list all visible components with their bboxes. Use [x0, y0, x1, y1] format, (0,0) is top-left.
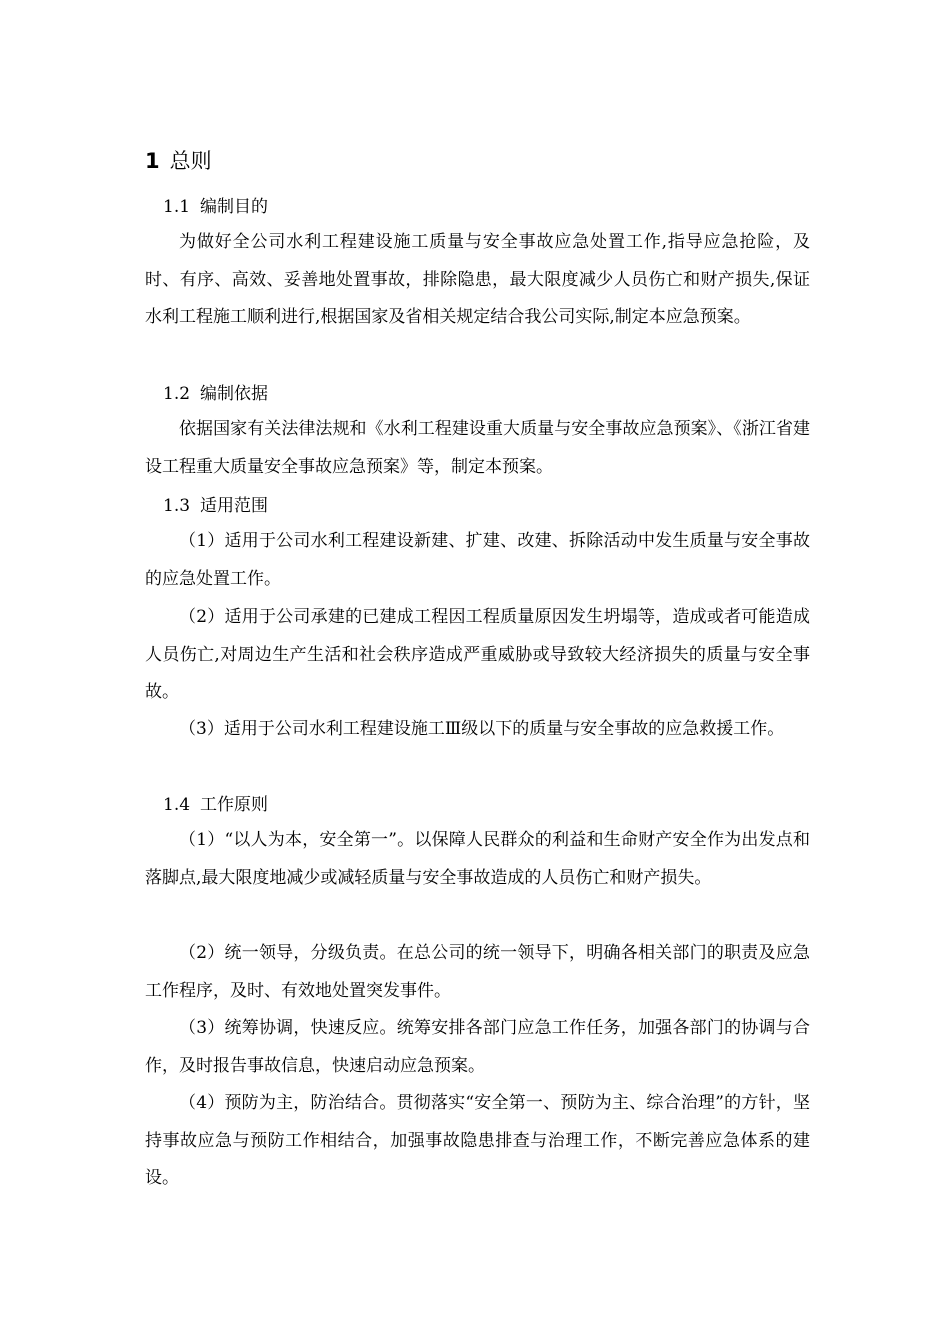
section-number: 1.2	[163, 384, 191, 404]
section-number: 1.1	[163, 197, 191, 217]
chapter-title: 总则	[169, 149, 212, 173]
section-heading-1-3	[163, 494, 268, 518]
paragraph-basis: 依据国家有关法律法规和《水利工程建设重大质量与安全事故应急预案》、《浙江省建设工程重大质量安全事故应急预案》等，制定本预案。	[145, 419, 810, 477]
paragraph-principle-1: （1）“以人为本，安全第一”。以保障人民群众的利益和生命财产安全作为出发点和落脚点,最大限度地减少或减轻质量与安全事故造成的人员伤亡和财产损失。	[145, 830, 810, 888]
paragraph-purpose: 为做好全公司水利工程建设施工质量与安全事故应急处置工作,指导应急抢险，及时、有序、高效、妥善地处置事故，排除隐患，最大限度减少人员伤亡和财产损失,保证水利工程施工顺利进行,根据国家及省相关规定结合我公司实际,制定本应急预案。	[145, 232, 810, 327]
paragraph-scope-1: （1）适用于公司水利工程建设新建、扩建、改建、拆除活动中发生质量与安全事故的应急处置工作。	[145, 531, 810, 589]
section-heading-1-1	[163, 195, 268, 219]
section-title: 工作原则	[200, 795, 269, 815]
paragraph-scope-3: （3）适用于公司水利工程建设施工Ⅲ级以下的质量与安全事故的应急救援工作。	[179, 719, 785, 739]
section-title: 适用范围	[200, 496, 269, 516]
chapter-heading	[145, 146, 212, 176]
paragraph-principle-3: （3）统筹协调，快速反应。统筹安排各部门应急工作任务，加强各部门的协调与合作，及时报告事故信息，快速启动应急预案。	[145, 1018, 810, 1076]
section-number: 1.4	[163, 795, 191, 815]
section-title: 编制依据	[200, 384, 269, 404]
section-heading-1-2	[163, 382, 268, 406]
paragraph-principle-4: （4）预防为主，防治结合。贯彻落实“安全第一、预防为主、综合治理”的方针，坚持事故应急与预防工作相结合，加强事故隐患排查与治理工作，不断完善应急体系的建设。	[145, 1093, 810, 1188]
paragraph-principle-2: （2）统一领导，分级负责。在总公司的统一领导下，明确各相关部门的职责及应急工作程序，及时、有效地处置突发事件。	[145, 943, 810, 1001]
chapter-number: 1	[145, 149, 160, 173]
section-title: 编制目的	[200, 197, 269, 217]
section-number: 1.3	[163, 496, 191, 516]
section-heading-1-4	[163, 793, 268, 817]
paragraph-scope-2: （2）适用于公司承建的已建成工程因工程质量原因发生坍塌等，造成或者可能造成人员伤亡,对周边生产生活和社会秩序造成严重威胁或导致较大经济损失的质量与安全事故。	[145, 607, 810, 702]
